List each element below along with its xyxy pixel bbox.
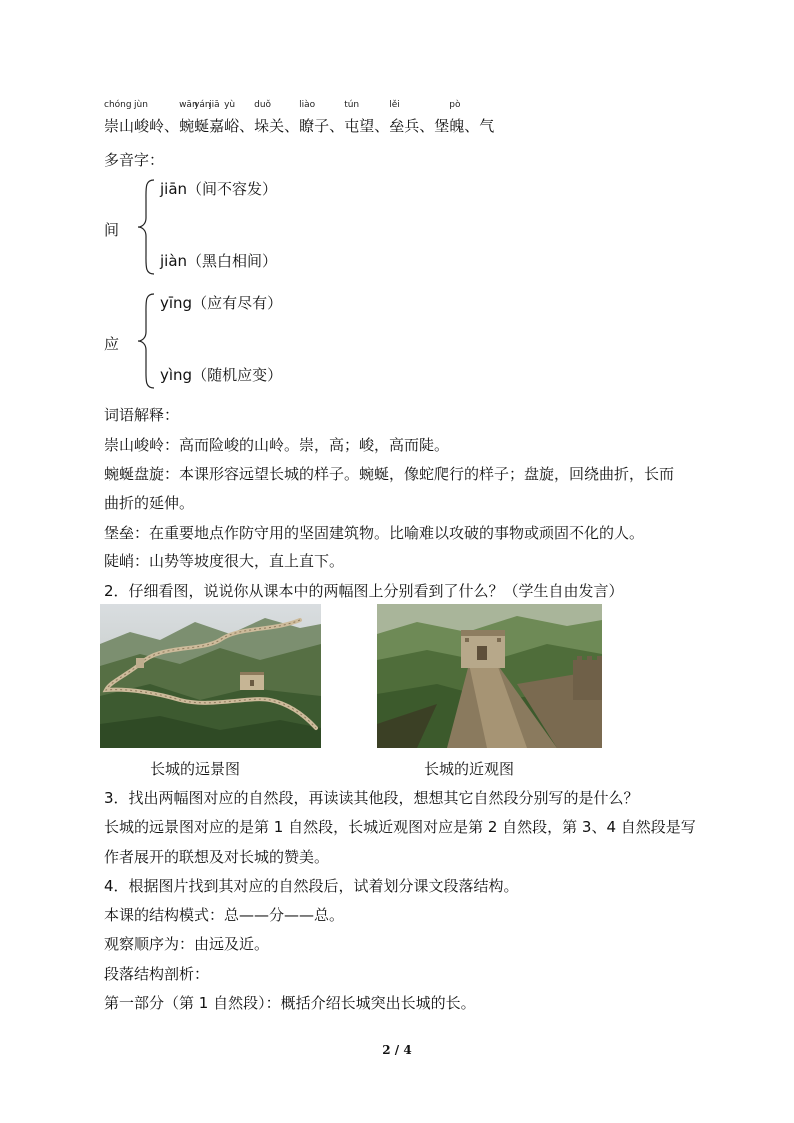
great-wall-far-view-photo (100, 604, 321, 748)
hanzi: 垒 (389, 117, 405, 135)
hanzi: 子、 (314, 117, 345, 135)
glossary-entry: 堡垒：在重要地点作防守用的坚固建筑物。比喻难以攻破的事物或顽固不化的人。 (104, 524, 645, 542)
vocab-char (134, 102, 149, 136)
pinyin-annotation: lěi (389, 100, 400, 110)
glossary-entry: 蜿蜒盘旋：本课形容远望长城的样子。蜿蜒，像蛇爬行的样子；盘旋，回绕曲折，长而 (104, 465, 675, 483)
hanzi: 蜿 (179, 117, 195, 135)
glossary-entry: 陡峭：山势等坡度很大，直上直下。 (104, 552, 345, 570)
glossary-entry: 曲折的延伸。 (104, 494, 195, 512)
right-photo-caption: 长城的近观图 (424, 760, 515, 778)
pinyin-annotation: jùn (134, 100, 148, 110)
pinyin-annotation: wān (179, 100, 198, 110)
hanzi: 峪、 (224, 117, 255, 135)
vocab-char (119, 105, 134, 136)
hanzi: 望、 (359, 117, 390, 135)
pinyin-annotation: jiā (209, 100, 220, 110)
vocab-char (389, 102, 404, 136)
hanzi: 屯 (344, 117, 360, 135)
observation-order: 观察顺序为：由远及近。 (104, 935, 270, 953)
glossary-entry: 崇山峻岭：高而险峻的山岭。崇，高；峻，高而陡。 (104, 436, 450, 454)
vocab-char (404, 105, 434, 136)
answer-3-line1: 长城的远景图对应的是第 1 自然段，长城近观图对应是第 2 自然段，第 3、4 自然段是写 (104, 818, 696, 836)
hanzi: 堡 (434, 117, 450, 135)
vocab-char (254, 100, 272, 136)
polyphone-reading: jiàn（黑白相间） (160, 252, 278, 270)
left-photo-caption: 长城的远景图 (150, 760, 241, 778)
vocab-char (209, 102, 224, 136)
vocab-char (434, 105, 449, 136)
question-3: 3．找出两幅图对应的自然段，再读读其他段，想想其它自然段分别写的是什么？ (104, 789, 639, 807)
hanzi: 山 (119, 117, 135, 135)
hanzi: 魄 (449, 117, 465, 135)
part-one-summary: 第一部分（第 1 自然段）：概括介绍长城突出长城的长。 (104, 994, 476, 1012)
hanzi: 关、 (269, 117, 300, 135)
pinyin-annotation: tún (344, 100, 360, 110)
brace-icon (136, 178, 156, 276)
question-2: 2．仔细看图，说说你从课本中的两幅图上分别看到了什么？（学生自由发言） (104, 582, 624, 600)
hanzi: 兵、 (404, 117, 435, 135)
page-number: 2 / 4 (382, 1043, 412, 1057)
polyphone-char-jian: 间 (104, 221, 120, 239)
polyphone-heading: 多音字： (104, 151, 165, 169)
vocab-char (449, 102, 464, 136)
polyphone-reading: jiān（间不容发） (160, 180, 278, 198)
hanzi: 岭、 (149, 117, 180, 135)
answer-3-line2: 作者展开的联想及对长城的赞美。 (104, 848, 330, 866)
vocab-char (104, 100, 132, 136)
pinyin-annotation: duǒ (254, 100, 272, 110)
glossary-heading: 词语解释： (104, 406, 180, 424)
paragraph-analysis-heading: 段落结构剖析： (104, 965, 210, 983)
vocab-char (179, 100, 198, 136)
pinyin-annotation: yán (194, 100, 211, 110)
hanzi: 嘉 (209, 117, 225, 135)
vocab-char (194, 102, 209, 136)
vocab-char (224, 102, 254, 136)
vocab-line (104, 102, 494, 134)
vocab-char (314, 105, 344, 136)
polyphone-char-ying: 应 (104, 335, 120, 353)
vocab-char (149, 105, 179, 136)
vocab-char (299, 102, 314, 136)
question-4: 4．根据图片找到其对应的自然段后，试着划分课文段落结构。 (104, 877, 519, 895)
hanzi: 、气 (464, 117, 495, 135)
brace-icon (136, 292, 156, 390)
hanzi: 垛 (254, 117, 270, 135)
hanzi: 瞭 (299, 117, 315, 135)
pinyin-annotation: pò (449, 100, 461, 110)
vocab-char (269, 105, 299, 136)
great-wall-close-view-photo (377, 604, 602, 748)
hanzi: 峻 (134, 117, 150, 135)
hanzi: 崇 (104, 117, 120, 135)
vocab-char (359, 105, 389, 136)
pinyin-annotation: chóng (104, 100, 132, 110)
vocab-char (464, 105, 494, 136)
hanzi: 蜒 (194, 117, 210, 135)
pinyin-annotation: liào (299, 100, 316, 110)
polyphone-reading: yìng（随机应变） (160, 366, 283, 384)
vocab-char (344, 102, 359, 136)
polyphone-reading: yīng（应有尽有） (160, 294, 283, 312)
pinyin-annotation: yù (224, 100, 236, 110)
structure-mode: 本课的结构模式：总——分——总。 (104, 906, 345, 924)
